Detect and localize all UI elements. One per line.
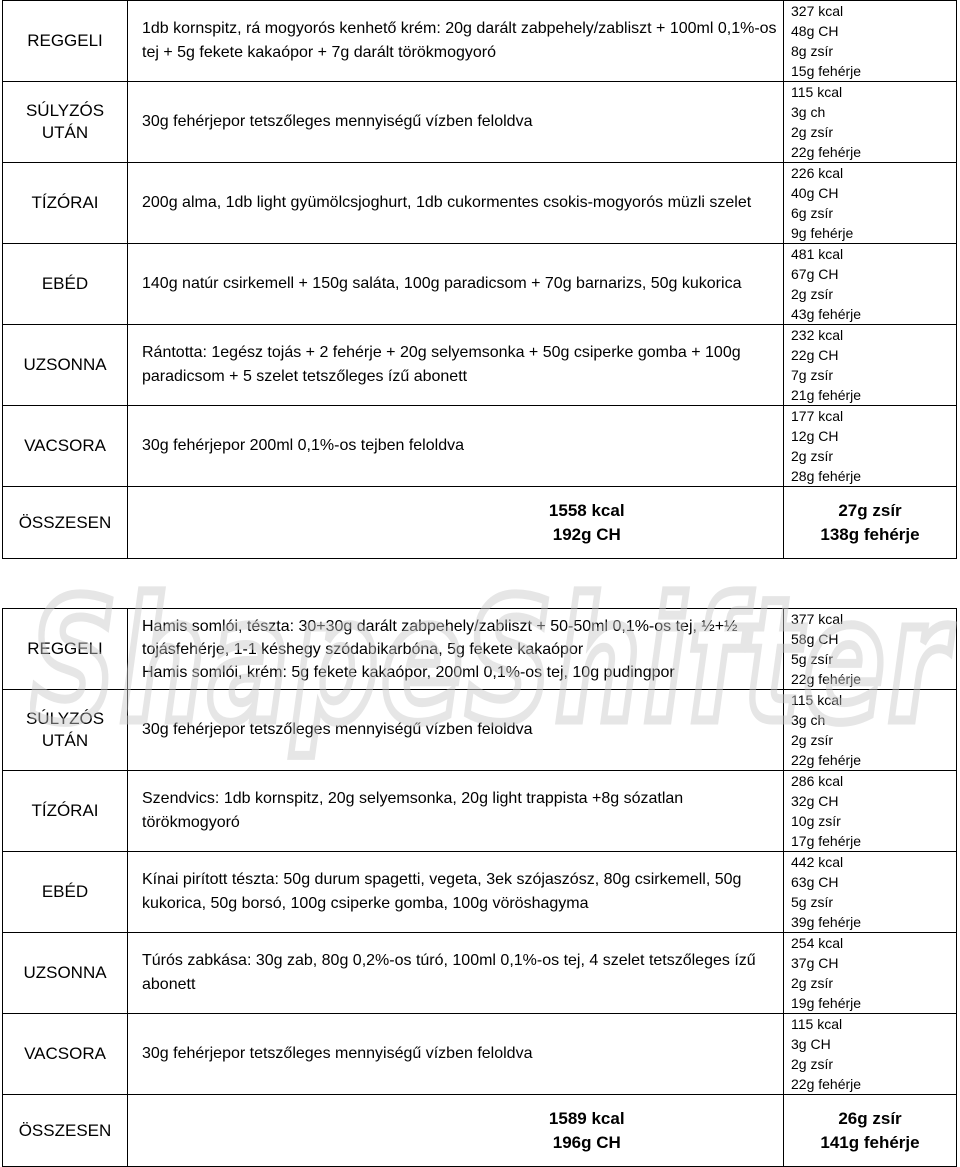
meal-row [3,82,957,163]
kcal-value: 377 kcal [791,611,844,627]
meal-row [3,244,957,325]
meal-nutrients [784,406,957,487]
meal-description: Szendvics: 1db kornspitz, 20g selyemsonka, 20g light trappista +8g sózatlan törökmogyoró [128,771,784,852]
carb-value: 58g CH [791,631,839,647]
total-fat: 26g zsír [838,1108,902,1128]
meal-description: 30g fehérjepor tetszőleges mennyiségű vízben feloldva [128,690,784,771]
meal-description: 30g fehérjepor tetszőleges mennyiségű vízben feloldva [128,82,784,163]
meal-label: SÚLYZÓS UTÁN [3,82,128,163]
meal-row [3,1014,957,1095]
carb-value: 3g ch [791,104,826,120]
meal-nutrients [784,609,957,690]
meal-row [3,325,957,406]
total-kcal: 1558 kcal [548,500,625,520]
protein-value: 39g fehérje [791,914,862,930]
kcal-value: 254 kcal [791,935,844,951]
kcal-value: 232 kcal [791,327,844,343]
protein-value: 43g fehérje [791,306,862,322]
total-protein: 138g fehérje [820,524,920,544]
kcal-value: 226 kcal [791,165,844,181]
meal-description: Túrós zabkása: 30g zab, 80g 0,2%-os túró, 100ml 0,1%-os tej, 4 szelet tetszőleges ízű abonett [128,933,784,1014]
meal-row [3,852,957,933]
fat-value: 6g zsír [791,205,834,221]
carb-value: 63g CH [791,874,839,890]
meal-row [3,933,957,1014]
total-protein: 141g fehérje [820,1132,920,1152]
total-row [3,487,957,559]
meal-description: Kínai pirított tészta: 50g durum spagetti, vegeta, 3ek szójaszósz, 80g csirkemell, 50g kukorica, 50g borsó, 100g csiperke gomba, 100g vöröshagyma [128,852,784,933]
meal-plan-table-2 [2,608,957,1167]
carb-value: 40g CH [791,185,839,201]
carb-value: 48g CH [791,23,839,39]
meal-plan-table-1 [2,0,957,559]
protein-value: 17g fehérje [791,833,862,849]
total-label: ÖSSZESEN [3,1095,128,1167]
protein-value: 21g fehérje [791,387,862,403]
fat-value: 2g zsír [791,448,834,464]
meal-nutrients [784,852,957,933]
protein-value: 22g fehérje [791,1076,862,1092]
meal-label: REGGELI [3,1,128,82]
total-kcal-ch [391,1095,784,1167]
carb-value: 32g CH [791,793,839,809]
meal-description: 1db kornspitz, rá mogyorós kenhető krém: 20g darált zabpehely/zabliszt + 100ml 0,1%-os tej + 5g fekete kakaópor + 7g darált törökmogyoró [128,1,784,82]
meal-description [128,609,784,690]
meal-description: 30g fehérjepor 200ml 0,1%-os tejben feloldva [128,406,784,487]
meal-nutrients [784,325,957,406]
protein-value: 15g fehérje [791,63,862,79]
meal-nutrients [784,933,957,1014]
meal-row [3,771,957,852]
fat-value: 7g zsír [791,367,834,383]
meal-description: Rántotta: 1egész tojás + 2 fehérje + 20g selyemsonka + 50g csiperke gomba + 100g paradicsom + 5 szelet tetszőleges ízű abonett [128,325,784,406]
fat-value: 10g zsír [791,813,841,829]
carb-value: 37g CH [791,955,839,971]
meal-label: SÚLYZÓS UTÁN [3,690,128,771]
fat-value: 2g zsír [791,732,834,748]
fat-value: 2g zsír [791,286,834,302]
kcal-value: 286 kcal [791,773,844,789]
meal-description: 200g alma, 1db light gyümölcsjoghurt, 1db cukormentes csokis-mogyorós müzli szelet [128,163,784,244]
meal-nutrients [784,244,957,325]
meal-label: EBÉD [3,244,128,325]
meal-description-line: Hamis somlói, krém: 5g fekete kakaópor, 200ml 0,1%-os tej, 10g pudingpor [142,663,675,681]
meal-description-line: Hamis somlói, tészta: 30+30g darált zabpehely/zabliszt + 50-50ml 0,1%-os tej, ½+½ tojásfehérje, 1-1 késhegy szódabikarbóna, 5g fekete kakaópor [142,617,738,658]
fat-value: 2g zsír [791,124,834,140]
fat-value: 2g zsír [791,975,834,991]
meal-description: 30g fehérjepor tetszőleges mennyiségű vízben feloldva [128,1014,784,1095]
protein-value: 28g fehérje [791,468,862,484]
total-fat-protein [784,487,957,559]
meal-description: 140g natúr csirkemell + 150g saláta, 100g paradicsom + 70g barnarizs, 50g kukorica [128,244,784,325]
kcal-value: 115 kcal [791,692,843,708]
meal-label: VACSORA [3,406,128,487]
kcal-value: 115 kcal [791,84,843,100]
meal-nutrients [784,82,957,163]
total-carbs: 192g CH [552,524,621,544]
protein-value: 22g fehérje [791,144,862,160]
carb-value: 67g CH [791,266,839,282]
meal-label: VACSORA [3,1014,128,1095]
meal-label: UZSONNA [3,933,128,1014]
meal-nutrients [784,1014,957,1095]
fat-value: 5g zsír [791,894,834,910]
kcal-value: 327 kcal [791,3,844,19]
fat-value: 5g zsír [791,651,834,667]
carb-value: 3g CH [791,1036,831,1052]
carb-value: 22g CH [791,347,839,363]
meal-row [3,406,957,487]
carb-value: 12g CH [791,428,839,444]
meal-label: UZSONNA [3,325,128,406]
meal-row [3,690,957,771]
meal-nutrients [784,1,957,82]
meal-label: EBÉD [3,852,128,933]
kcal-value: 177 kcal [791,408,844,424]
meal-nutrients [784,771,957,852]
meal-row [3,163,957,244]
meal-row [3,609,957,690]
total-row [3,1095,957,1167]
meal-label: REGGELI [3,609,128,690]
fat-value: 8g zsír [791,43,834,59]
protein-value: 19g fehérje [791,995,862,1011]
protein-value: 9g fehérje [791,225,854,241]
watermark-text: ShapeShifter [30,563,954,760]
carb-value: 3g ch [791,712,826,728]
meal-nutrients [784,690,957,771]
meal-label: TÍZÓRAI [3,771,128,852]
total-label: ÖSSZESEN [3,487,128,559]
total-kcal: 1589 kcal [548,1108,625,1128]
kcal-value: 442 kcal [791,854,844,870]
kcal-value: 481 kcal [791,246,844,262]
meal-nutrients [784,163,957,244]
total-carbs: 196g CH [552,1132,621,1152]
total-spacer [128,1095,391,1167]
kcal-value: 115 kcal [791,1016,843,1032]
meal-row [3,1,957,82]
fat-value: 2g zsír [791,1056,834,1072]
total-kcal-ch [391,487,784,559]
total-fat: 27g zsír [838,500,902,520]
protein-value: 22g fehérje [791,752,862,768]
protein-value: 22g fehérje [791,671,862,687]
total-fat-protein [784,1095,957,1167]
total-spacer [128,487,391,559]
meal-label: TÍZÓRAI [3,163,128,244]
